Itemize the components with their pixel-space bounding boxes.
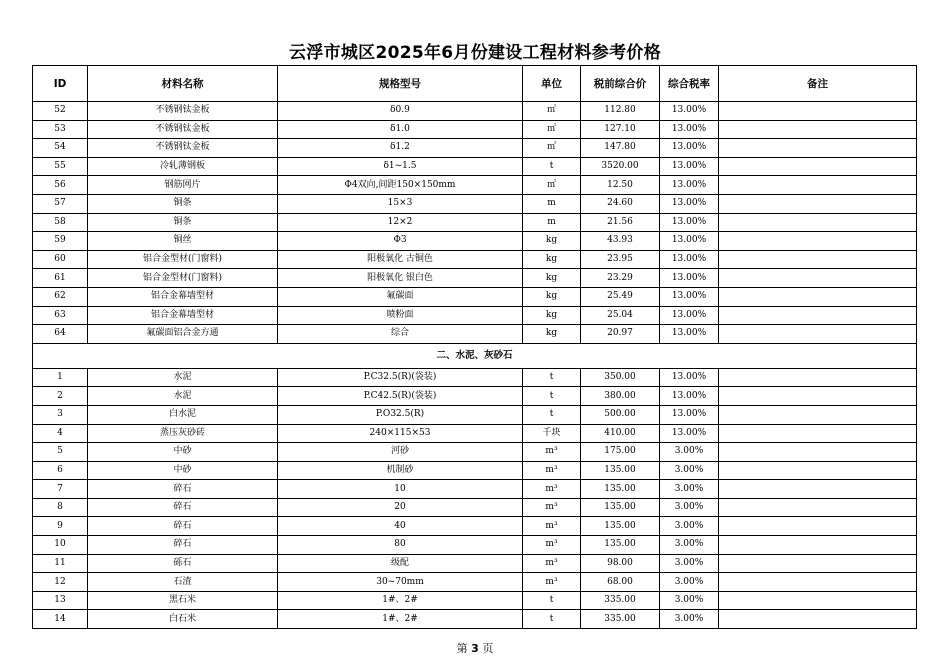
header-row: [33, 66, 917, 102]
cell-id: 54: [33, 139, 88, 158]
cell-id: 1: [33, 368, 88, 387]
cell-name: 铜条: [88, 194, 278, 213]
cell-spec: 氟碳面: [278, 287, 523, 306]
cell-rate: 13.00%: [660, 157, 719, 176]
cell-rate: 13.00%: [660, 405, 719, 424]
cell-name: 碎石: [88, 536, 278, 555]
cell-name: 蒸压灰砂砖: [88, 424, 278, 443]
cell-note: [719, 102, 917, 121]
cell-id: 12: [33, 573, 88, 592]
cell-price: 23.29: [581, 269, 660, 288]
cell-spec: 12×2: [278, 213, 523, 232]
footer-suffix: 页: [482, 642, 494, 655]
cell-rate: 13.00%: [660, 139, 719, 158]
table-row: [33, 536, 917, 555]
cell-name: 铜条: [88, 213, 278, 232]
cell-note: [719, 250, 917, 269]
cell-spec: 级配: [278, 554, 523, 573]
cell-spec: 河砂: [278, 443, 523, 462]
cell-price: 20.97: [581, 325, 660, 344]
table-row: [33, 517, 917, 536]
cell-rate: 13.00%: [660, 194, 719, 213]
cell-rate: 13.00%: [660, 213, 719, 232]
cell-rate: 3.00%: [660, 461, 719, 480]
cell-spec: δ1.2: [278, 139, 523, 158]
cell-name: 铜丝: [88, 232, 278, 251]
cell-id: 61: [33, 269, 88, 288]
cell-id: 52: [33, 102, 88, 121]
cell-name: 黑石米: [88, 591, 278, 610]
cell-name: 铝合金型材(门窗料): [88, 269, 278, 288]
cell-rate: 13.00%: [660, 176, 719, 195]
table-row: [33, 443, 917, 462]
cell-price: 25.04: [581, 306, 660, 325]
cell-spec: 阳极氧化 银白色: [278, 269, 523, 288]
cell-note: [719, 443, 917, 462]
cell-unit: ㎡: [523, 139, 581, 158]
cell-price: 380.00: [581, 387, 660, 406]
cell-note: [719, 387, 917, 406]
cell-note: [719, 536, 917, 555]
cell-spec: 15×3: [278, 194, 523, 213]
cell-note: [719, 498, 917, 517]
table-row: [33, 102, 917, 121]
cell-rate: 13.00%: [660, 102, 719, 121]
cell-price: 23.95: [581, 250, 660, 269]
cell-spec: δ1~1.5: [278, 157, 523, 176]
cell-price: 25.49: [581, 287, 660, 306]
cell-name: 铝合金幕墙型材: [88, 287, 278, 306]
cell-spec: 综合: [278, 325, 523, 344]
col-header-id: ID: [33, 66, 88, 102]
cell-rate: 13.00%: [660, 325, 719, 344]
table-row: [33, 368, 917, 387]
col-header-rate: 综合税率: [660, 66, 719, 102]
cell-spec: Φ3: [278, 232, 523, 251]
cell-unit: m³: [523, 554, 581, 573]
cell-price: 335.00: [581, 591, 660, 610]
cell-spec: 喷粉面: [278, 306, 523, 325]
col-header-name: 材料名称: [88, 66, 278, 102]
cell-rate: 3.00%: [660, 443, 719, 462]
cell-rate: 3.00%: [660, 591, 719, 610]
cell-name: 白水泥: [88, 405, 278, 424]
cell-name: 中砂: [88, 461, 278, 480]
cell-spec: 80: [278, 536, 523, 555]
cell-price: 135.00: [581, 536, 660, 555]
cell-note: [719, 368, 917, 387]
cell-unit: m³: [523, 573, 581, 592]
cell-spec: δ0.9: [278, 102, 523, 121]
cell-price: 24.60: [581, 194, 660, 213]
cell-price: 43.93: [581, 232, 660, 251]
page-footer: [0, 640, 950, 656]
cell-id: 14: [33, 610, 88, 629]
cell-name: 铝合金幕墙型材: [88, 306, 278, 325]
cell-unit: m³: [523, 480, 581, 499]
table-row: [33, 461, 917, 480]
cell-rate: 13.00%: [660, 232, 719, 251]
cell-id: 4: [33, 424, 88, 443]
cell-price: 21.56: [581, 213, 660, 232]
table-row: [33, 498, 917, 517]
cell-note: [719, 517, 917, 536]
table-row: [33, 250, 917, 269]
cell-spec: Φ4双向,间距150×150mm: [278, 176, 523, 195]
cell-unit: kg: [523, 269, 581, 288]
cell-unit: t: [523, 591, 581, 610]
section-title: 二、水泥、灰砂石: [33, 343, 917, 368]
cell-unit: m³: [523, 443, 581, 462]
cell-note: [719, 157, 917, 176]
cell-unit: m: [523, 194, 581, 213]
cell-note: [719, 480, 917, 499]
cell-id: 53: [33, 120, 88, 139]
cell-id: 8: [33, 498, 88, 517]
cell-note: [719, 176, 917, 195]
cell-unit: t: [523, 405, 581, 424]
cell-note: [719, 306, 917, 325]
table-body: [33, 102, 917, 629]
cell-unit: t: [523, 387, 581, 406]
cell-id: 58: [33, 213, 88, 232]
cell-price: 410.00: [581, 424, 660, 443]
cell-name: 白石米: [88, 610, 278, 629]
cell-spec: 10: [278, 480, 523, 499]
cell-id: 7: [33, 480, 88, 499]
cell-name: 钢筋网片: [88, 176, 278, 195]
cell-note: [719, 591, 917, 610]
cell-rate: 3.00%: [660, 498, 719, 517]
table-row: [33, 120, 917, 139]
cell-unit: t: [523, 368, 581, 387]
cell-name: 不锈钢钛金板: [88, 102, 278, 121]
cell-price: 175.00: [581, 443, 660, 462]
cell-note: [719, 554, 917, 573]
col-header-note: 备注: [719, 66, 917, 102]
cell-name: 水泥: [88, 368, 278, 387]
cell-unit: t: [523, 610, 581, 629]
cell-name: 碎石: [88, 517, 278, 536]
table-row: [33, 232, 917, 251]
cell-spec: 30~70mm: [278, 573, 523, 592]
cell-name: 碎石: [88, 480, 278, 499]
cell-note: [719, 120, 917, 139]
table-row: [33, 610, 917, 629]
cell-spec: 40: [278, 517, 523, 536]
cell-id: 63: [33, 306, 88, 325]
col-header-unit: 单位: [523, 66, 581, 102]
table-row: [33, 480, 917, 499]
table-row: [33, 287, 917, 306]
cell-note: [719, 325, 917, 344]
cell-price: 98.00: [581, 554, 660, 573]
table-row: [33, 157, 917, 176]
cell-unit: m³: [523, 517, 581, 536]
cell-id: 6: [33, 461, 88, 480]
cell-id: 9: [33, 517, 88, 536]
cell-name: 冷轧薄钢板: [88, 157, 278, 176]
table-row: [33, 269, 917, 288]
cell-id: 59: [33, 232, 88, 251]
cell-unit: kg: [523, 232, 581, 251]
cell-id: 60: [33, 250, 88, 269]
cell-price: 127.10: [581, 120, 660, 139]
cell-unit: kg: [523, 287, 581, 306]
cell-id: 62: [33, 287, 88, 306]
cell-note: [719, 461, 917, 480]
cell-note: [719, 424, 917, 443]
cell-name: 氟碳面铝合金方通: [88, 325, 278, 344]
cell-id: 2: [33, 387, 88, 406]
cell-name: 水泥: [88, 387, 278, 406]
cell-rate: 13.00%: [660, 120, 719, 139]
cell-unit: kg: [523, 325, 581, 344]
cell-unit: kg: [523, 306, 581, 325]
cell-price: 135.00: [581, 517, 660, 536]
cell-id: 11: [33, 554, 88, 573]
cell-unit: kg: [523, 250, 581, 269]
table-row: [33, 405, 917, 424]
cell-name: 铝合金型材(门窗料): [88, 250, 278, 269]
cell-spec: 机制砂: [278, 461, 523, 480]
cell-spec: 1#、2#: [278, 591, 523, 610]
cell-id: 5: [33, 443, 88, 462]
cell-rate: 3.00%: [660, 536, 719, 555]
cell-rate: 3.00%: [660, 573, 719, 592]
cell-rate: 13.00%: [660, 424, 719, 443]
cell-note: [719, 405, 917, 424]
cell-rate: 3.00%: [660, 517, 719, 536]
col-header-price: 税前综合价: [581, 66, 660, 102]
cell-name: 不锈钢钛金板: [88, 120, 278, 139]
cell-rate: 3.00%: [660, 554, 719, 573]
table-row: [33, 424, 917, 443]
document-title: 云浮市城区2025年6月份建设工程材料参考价格: [288, 43, 662, 63]
cell-unit: m³: [523, 498, 581, 517]
cell-name: 中砂: [88, 443, 278, 462]
cell-spec: P.C32.5(R)(袋装): [278, 368, 523, 387]
cell-note: [719, 232, 917, 251]
cell-id: 64: [33, 325, 88, 344]
col-header-spec: 规格型号: [278, 66, 523, 102]
cell-id: 57: [33, 194, 88, 213]
cell-spec: 1#、2#: [278, 610, 523, 629]
cell-note: [719, 269, 917, 288]
table-row: [33, 139, 917, 158]
cell-id: 13: [33, 591, 88, 610]
page-number: 3: [471, 642, 479, 655]
cell-note: [719, 287, 917, 306]
cell-rate: 13.00%: [660, 306, 719, 325]
cell-rate: 3.00%: [660, 610, 719, 629]
cell-name: 不锈钢钛金板: [88, 139, 278, 158]
cell-spec: 阳极氧化 古铜色: [278, 250, 523, 269]
cell-spec: 20: [278, 498, 523, 517]
cell-note: [719, 194, 917, 213]
cell-id: 10: [33, 536, 88, 555]
cell-price: 135.00: [581, 498, 660, 517]
cell-unit: ㎡: [523, 176, 581, 195]
cell-rate: 3.00%: [660, 480, 719, 499]
cell-unit: m³: [523, 461, 581, 480]
section-row: [33, 343, 917, 368]
table-row: [33, 306, 917, 325]
cell-name: 砾石: [88, 554, 278, 573]
cell-price: 147.80: [581, 139, 660, 158]
cell-note: [719, 213, 917, 232]
table-row: [33, 591, 917, 610]
cell-price: 335.00: [581, 610, 660, 629]
cell-price: 68.00: [581, 573, 660, 592]
table-row: [33, 573, 917, 592]
cell-rate: 13.00%: [660, 250, 719, 269]
cell-note: [719, 573, 917, 592]
cell-price: 135.00: [581, 461, 660, 480]
cell-price: 112.80: [581, 102, 660, 121]
cell-unit: ㎡: [523, 102, 581, 121]
table-row: [33, 554, 917, 573]
cell-unit: t: [523, 157, 581, 176]
table-row: [33, 387, 917, 406]
cell-note: [719, 610, 917, 629]
cell-price: 135.00: [581, 480, 660, 499]
table-row: [33, 325, 917, 344]
footer-prefix: 第: [456, 642, 468, 655]
cell-name: 石渣: [88, 573, 278, 592]
cell-id: 55: [33, 157, 88, 176]
cell-spec: P.C42.5(R)(袋装): [278, 387, 523, 406]
cell-rate: 13.00%: [660, 269, 719, 288]
cell-rate: 13.00%: [660, 387, 719, 406]
cell-id: 3: [33, 405, 88, 424]
table-row: [33, 213, 917, 232]
table-row: [33, 194, 917, 213]
cell-unit: 千块: [523, 424, 581, 443]
cell-note: [719, 139, 917, 158]
cell-price: 500.00: [581, 405, 660, 424]
cell-name: 碎石: [88, 498, 278, 517]
cell-unit: m³: [523, 536, 581, 555]
cell-price: 350.00: [581, 368, 660, 387]
cell-id: 56: [33, 176, 88, 195]
table-row: [33, 176, 917, 195]
cell-price: 3520.00: [581, 157, 660, 176]
cell-spec: 240×115×53: [278, 424, 523, 443]
cell-rate: 13.00%: [660, 287, 719, 306]
cell-spec: P.O32.5(R): [278, 405, 523, 424]
cell-spec: δ1.0: [278, 120, 523, 139]
cell-rate: 13.00%: [660, 368, 719, 387]
cell-unit: m: [523, 213, 581, 232]
cell-unit: ㎡: [523, 120, 581, 139]
price-table: [32, 65, 917, 629]
cell-price: 12.50: [581, 176, 660, 195]
